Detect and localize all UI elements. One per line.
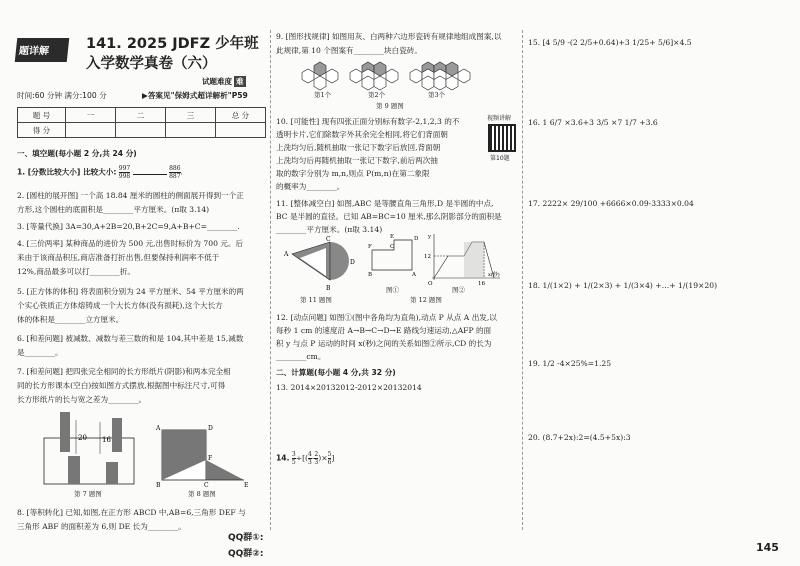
question-20: 20. (8.7+2x):2=(4.5+5x):3 [528,433,631,442]
question-10-line5: 取的数字分别为 m,n,则点 P(m,n)在第二象限 [276,169,430,178]
question-3: 3. [等量代换] 3A=30,A+2B=20,B+2C=9,A+B+C=________. [17,222,240,231]
question-10-line6: 的概率为________。 [276,182,345,191]
fig9-caption-2: 第2个 [368,91,386,99]
fig9-caption-3: 第3个 [428,91,446,99]
fig12-label: y [428,234,432,240]
question-7-line2: 同的长方形课本(空白)按如图方式摆放,根据图中标注尺寸,可得 [17,381,226,390]
figure-9 [290,58,490,92]
fig7-label-16: 16 [102,436,111,444]
score-input[interactable] [116,123,166,138]
fig12-label: O [428,281,433,287]
figure-8 [156,424,250,488]
figure-8-caption: 第 8 题图 [188,490,216,498]
fig9-caption-1: 第1个 [314,91,332,99]
figure-9-caption: 第 9 题图 [376,102,404,110]
fig8-label: B [156,482,161,488]
question-6-line1: 6. [和差问题] 被减数、减数与差三数的和是 104,其中差是 15,减数 [17,334,244,343]
answer-reference: ▶答案见"保姆式超详解析"P59 [142,91,248,100]
fig12-label: x(秒) [488,272,500,278]
qq-group-2: QQ群②: [228,549,264,559]
fig8-label: A [156,425,161,432]
fig12-label: 16 [478,281,485,287]
difficulty-badge: 试题难度 难 [202,77,244,86]
question-12-line1: 12. [动点问题] 如图①(图中各角均为直角),动点 P 从点 A 出发,以 [276,313,497,322]
qr-caption: 第10题 [490,155,510,162]
question-2-line1: 2. [圆柱的展开图] 一个高 18.84 厘米的圆柱的侧面展开得到一个正 [17,191,244,200]
question-7-line1: 7. [和差问题] 把四张完全相同的长方形纸片(阴影)和两本完全相 [17,367,231,376]
qr-title: 视频讲解 [487,115,512,122]
question-5-line3: 体的体积是________立方厘米。 [17,315,124,324]
figure-7-caption: 第 7 题图 [74,490,102,498]
fig12-label: 12 [424,254,431,260]
table-cell: 二 [116,108,166,123]
question-9-line1: 9. [图形找规律] 如图用灰、白两种六边形瓷砖有规律地组成图案,以 [276,32,502,41]
fig11-label: D [350,259,355,266]
fig12-label: F [368,244,372,250]
question-11-line3: ________平方厘米。(π取 3.14) [276,225,383,234]
question-13: 13. 2014×20132012-2012×20132014 [276,383,422,392]
question-10-line4: 上洗均匀后再随机抽取一张记下数字,前后两次抽 [276,156,438,165]
qr-code-icon[interactable] [488,124,516,152]
fig8-label: F [208,455,213,462]
question-2-line2: 方形,这个圆柱的底面积是________平方厘米。(π取 3.14) [17,205,210,214]
question-4-line2: 来由于该商品积压,商店准备打折出售,但要保持利润率不低于 [17,253,220,262]
question-10-line2: 透明卡片,它们除数字外其余完全相同,将它们背面朝 [276,130,448,139]
question-17: 17. 2222× 29/100 +6666×0.09-3333×0.04 [528,199,694,208]
fig12-sub2: 图② [452,286,465,294]
table-cell: 题 号 [18,108,66,123]
question-19: 19. 1/2 -4×25%=1.25 [528,359,612,368]
difficulty-value: 难 [236,77,244,86]
table-cell: 得 分 [18,123,66,138]
score-input[interactable] [216,123,266,138]
score-input[interactable] [66,123,116,138]
question-12-line2: 每秒 1 cm 的速度沿 A→B→C→D→E 路线匀速运动,△AFP 的面 [276,326,492,335]
question-7-line3: 长方形纸片的长与宽之差为________。 [17,395,147,404]
question-16: 16. 1 6/7 ×3.6+3 3/5 ×7 1/7 +3.6 [528,118,658,127]
fig11-label: A [284,251,289,258]
question-5-line2: 个实心铁质正方体熔铸成一个大长方体(没有损耗),这个大长方 [17,301,223,310]
figure-12-caption: 第 12 题图 [410,296,442,304]
brand-logo: 题详解 [15,38,70,62]
question-8-line2: 三角形 ABF 的面积差为 6,则 DE 长为________。 [17,522,186,531]
fig12-label: D [414,236,419,242]
question-11-line1: 11. [整体减空白] 如图,ABC 是等腰直角三角形,D 是半圆的中点, [276,199,494,208]
fig8-label: C [204,482,209,488]
page-number: 145 [756,541,779,554]
question-9-line2: 此规律,第 10 个图案有________块白瓷砖。 [276,46,422,55]
fig12-label: E [390,234,395,240]
score-input[interactable] [166,123,216,138]
exam-title: 141. 2025 JDFZ 少年班 [86,36,259,52]
question-15: 15. [4 5/9 -(2 2/5+0.64)+3 1/25+ 5/6]×4.5 [528,38,692,47]
question-18: 18. 1/(1×2) + 1/(2×3) + 1/(3×4) +…+ 1/(19×20) [528,281,718,290]
time-info: 时间:60 分钟 满分:100 分 [17,91,107,100]
question-1: 1. [分数比较大小] 比较大小: $\frac{997}{998}$ $\frac{886}{887}$ . [17,165,183,180]
figure-7 [42,410,138,488]
question-5-line1: 5. [正方体的体积] 将表面积分别为 24 平方厘米、54 平方厘米的两 [17,287,244,296]
question-14: 14. $\frac{3}{5}$ $\div[(\frac{4}{3}$ $-\frac{2}{3}$ )$\times\frac{5}{6}$ ] [276,451,335,466]
fig7-label-20: 20 [78,434,87,442]
question-12-line3: 积 y 与点 P 运动的时间 x(秒)之间的关系如图②所示,CD 的长为 [276,339,492,348]
table-cell: 总 分 [216,108,266,123]
fig11-label: C [326,236,331,243]
fig12-label: A [412,272,416,278]
fig12-label: B [368,272,373,278]
qq-group-1: QQ群①: [228,533,264,543]
fig11-label: B [326,285,331,292]
fig8-label: E [244,482,249,488]
section-heading: 二、计算题(每小题 4 分,共 32 分) [276,368,396,377]
question-10-line3: 上洗均匀后,随机抽取一张记下数字后放回,背面朝 [276,143,441,152]
table-cell: 一 [66,108,116,123]
figure-12 [368,232,508,288]
fig12-label: C [390,244,395,250]
fig8-label: D [208,425,213,432]
column-divider [270,30,271,530]
question-4-line1: 4. [三价两率] 某种商品的进价为 500 元,出售时标价为 700 元。后 [17,239,244,248]
column-divider [522,30,523,530]
question-8-line1: 8. [等积转化] 已知,如图,在正方形 ABCD 中,AB=6,三角形 DEF 与 [17,508,246,517]
question-10-line1: 10. [可能性] 现有四张正面分别标有数字-2,1,2,3 的不 [276,117,460,126]
section-heading: 一、填空题(每小题 2 分,共 24 分) [17,149,137,158]
question-11-line2: BC 是半圆的直径。已知 AB=BC=10 厘米,那么阴影部分的面积是 [276,212,502,221]
score-table [17,107,266,138]
question-6-line2: 是________。 [17,348,63,357]
figure-11 [282,236,362,294]
question-4-line3: 12%,商品最多可以打________折。 [17,267,136,276]
question-12-line4: ________cm。 [276,352,326,361]
figure-11-caption: 第 11 题图 [300,296,332,304]
exam-subtitle: 入学数学真卷（六） [86,56,217,72]
fig12-sub1: 图① [386,286,399,294]
table-cell: 三 [166,108,216,123]
